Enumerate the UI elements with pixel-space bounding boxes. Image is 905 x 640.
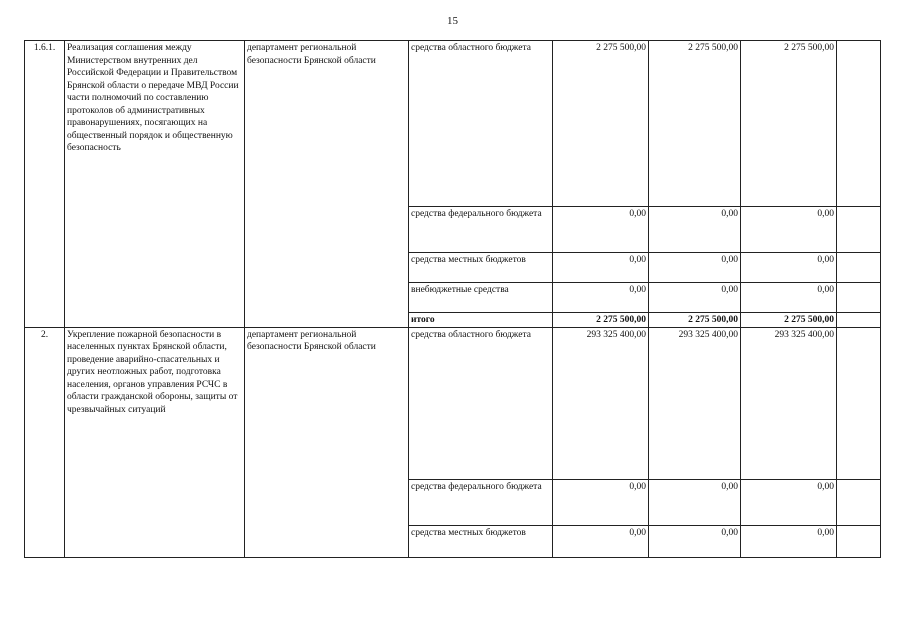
amount-cell <box>837 525 881 557</box>
amount-cell: 0,00 <box>553 207 649 253</box>
row-number: 2. <box>25 327 65 557</box>
amount-cell: 2 275 500,00 <box>741 313 837 328</box>
amount-cell: 2 275 500,00 <box>553 313 649 328</box>
amount-cell: 0,00 <box>649 253 741 283</box>
amount-cell: 0,00 <box>553 479 649 525</box>
amount-cell: 2 275 500,00 <box>649 313 741 328</box>
funding-source: средства местных бюджетов <box>409 253 553 283</box>
funding-source: средства федерального бюджета <box>409 479 553 525</box>
amount-cell <box>837 283 881 313</box>
amount-cell: 0,00 <box>553 253 649 283</box>
amount-cell: 0,00 <box>553 525 649 557</box>
amount-cell: 0,00 <box>649 207 741 253</box>
funding-source: средства областного бюджета <box>409 41 553 207</box>
measure-description: Укрепление пожарной безопасности в населенных пунктах Брянской области, проведение аварийно-спасательных и других неотложных работ, подготовка населения, органов управления РСЧС в области гражданской обороны, защиты от чрезвычайных ситуаций <box>65 327 245 557</box>
amount-cell <box>837 41 881 207</box>
funding-source: средства федерального бюджета <box>409 207 553 253</box>
responsible-department: департамент региональной безопасности Брянской области <box>245 41 409 328</box>
table-row <box>25 41 881 207</box>
funding-source: внебюджетные средства <box>409 283 553 313</box>
funding-source: средства местных бюджетов <box>409 525 553 557</box>
amount-cell: 293 325 400,00 <box>649 327 741 479</box>
amount-cell <box>837 207 881 253</box>
amount-cell: 0,00 <box>649 283 741 313</box>
amount-cell: 0,00 <box>649 479 741 525</box>
table-row <box>25 327 881 479</box>
amount-cell: 0,00 <box>741 253 837 283</box>
amount-cell: 0,00 <box>741 207 837 253</box>
amount-cell: 2 275 500,00 <box>553 41 649 207</box>
responsible-department: департамент региональной безопасности Брянской области <box>245 327 409 557</box>
amount-cell: 293 325 400,00 <box>741 327 837 479</box>
amount-cell: 293 325 400,00 <box>553 327 649 479</box>
measure-description: Реализация соглашения между Министерством внутренних дел Российской Федерации и Правительством Брянской области о передаче МВД России части полномочий по составлению протоколов об административных правонарушениях, посягающих на общественный порядок и общественную безопасность <box>65 41 245 328</box>
amount-cell: 0,00 <box>741 283 837 313</box>
amount-cell <box>837 327 881 479</box>
amount-cell: 0,00 <box>741 479 837 525</box>
budget-table <box>24 40 881 558</box>
page-number: 15 <box>447 15 458 27</box>
amount-cell: 2 275 500,00 <box>649 41 741 207</box>
amount-cell: 2 275 500,00 <box>741 41 837 207</box>
amount-cell <box>837 313 881 328</box>
amount-cell <box>837 253 881 283</box>
amount-cell: 0,00 <box>649 525 741 557</box>
amount-cell: 0,00 <box>553 283 649 313</box>
amount-cell: 0,00 <box>741 525 837 557</box>
funding-source: средства областного бюджета <box>409 327 553 479</box>
funding-source-total: итого <box>409 313 553 328</box>
row-number: 1.6.1. <box>25 41 65 328</box>
amount-cell <box>837 479 881 525</box>
